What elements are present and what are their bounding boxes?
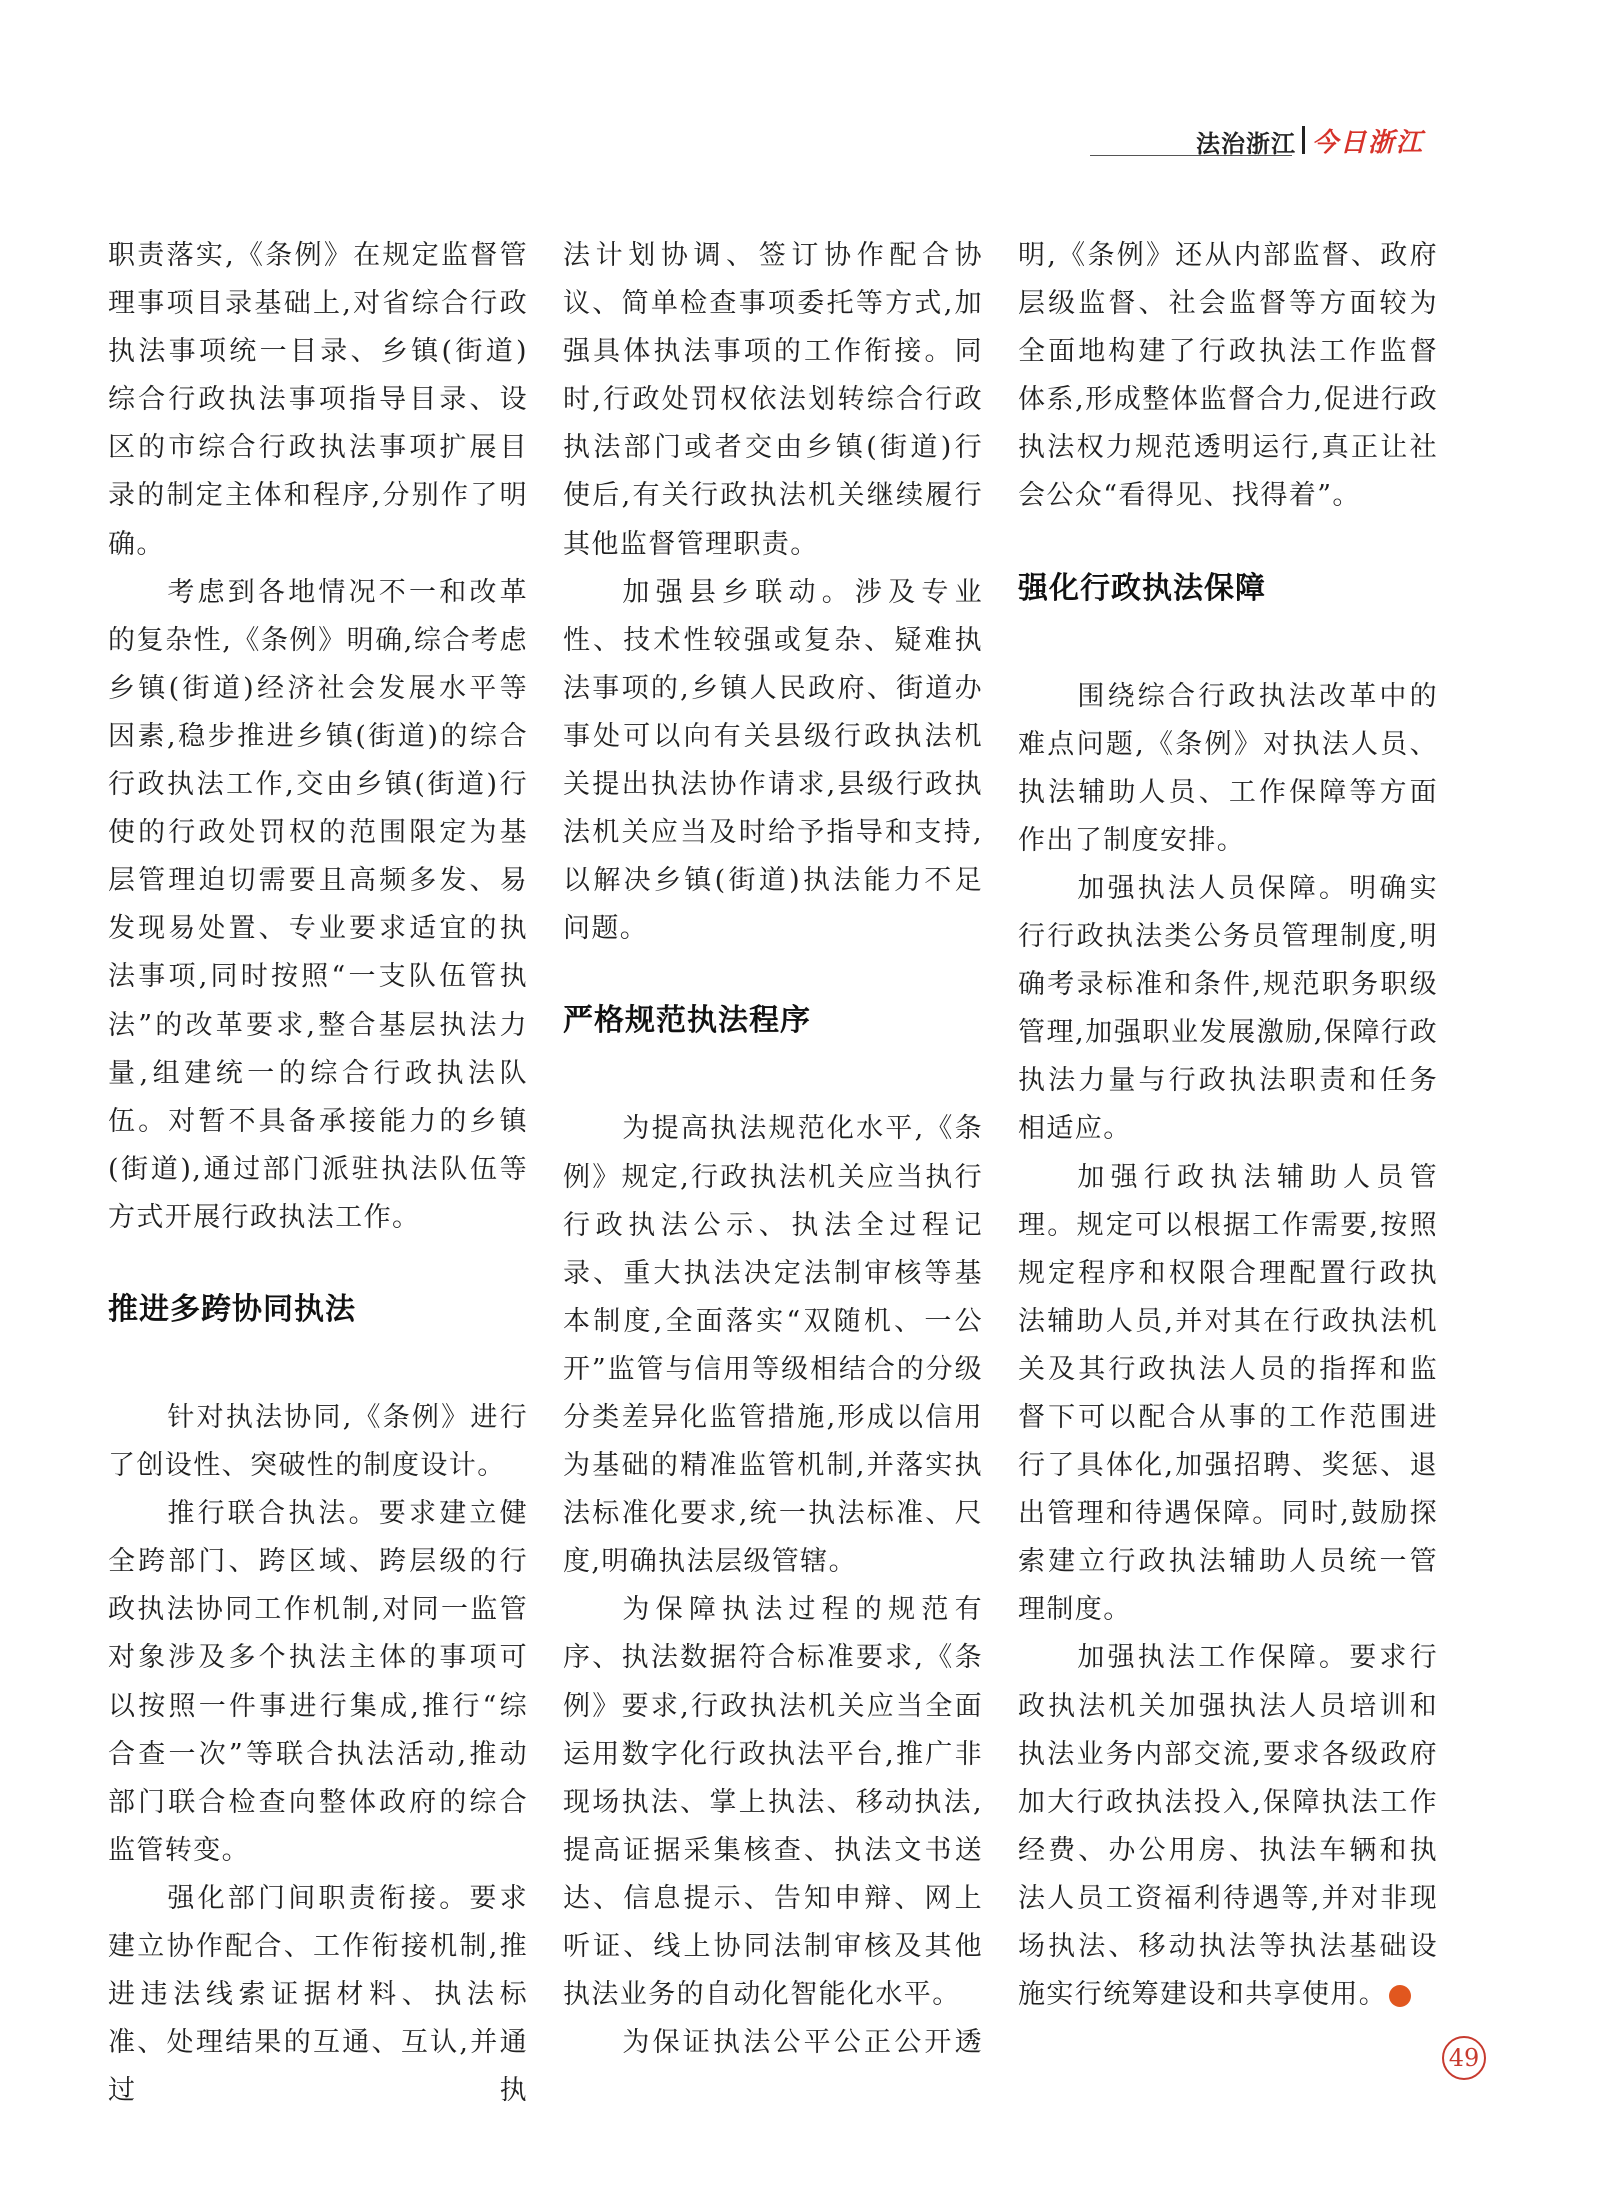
paragraph: 加强执法人员保障。明确实行行政执法类公务员管理制度,明确考录标准和条件,规范职务职级管理,加强职业发展激励,保障行政执法力量与行政执法职责和任务相适应。 — [1018, 872, 1438, 1145]
section-heading: 推进多跨协同执法 — [108, 1291, 356, 1327]
end-mark-icon — [1389, 1985, 1411, 2007]
section-heading: 强化行政执法保障 — [1018, 570, 1266, 606]
paragraph — [1018, 1634, 1438, 2019]
paragraph: 职责落实,《条例》在规定监督管理事项目录基础上,对省综合行政执法事项统一目录、乡镇(街道)综合行政执法事项指导目录、设区的市综合行政执法事项扩展目录的制定主体和程序,分别作了明确。 — [108, 240, 528, 560]
column-2 — [563, 232, 983, 2067]
page-number: 49 — [1442, 2036, 1486, 2080]
paragraph: 法计划协调、签订协作配合协议、简单检查事项委托等方式,加强具体执法事项的工作衔接。同时,行政处罚权依法划转综合行政执法部门或者交由乡镇(街道)行使后,有关行政执法机关继续履行其他监督管理职责。 — [563, 240, 983, 560]
paragraph: 加强县乡联动。涉及专业性、技术性较强或复杂、疑难执法事项的,乡镇人民政府、街道办事处可以向有关县级行政执法机关提出执法协作请求,县级行政执法机关应当及时给予指导和支持,以解决乡镇(街道)执法能力不足问题。 — [563, 576, 983, 945]
section-heading: 严格规范执法程序 — [563, 1003, 811, 1039]
running-header — [1090, 122, 1450, 162]
paragraph-text: 加强执法工作保障。要求行政执法机关加强执法人员培训和执法业务内部交流,要求各级政府加大行政执法投入,保障执法工作经费、办公用房、执法车辆和执法人员工资福利待遇等,并对非现场执法、移动执法等执法基础设施实行统筹建设和共享使用。 — [1018, 1642, 1438, 2011]
paragraph: 加强行政执法辅助人员管理。规定可以根据工作需要,按照规定程序和权限合理配置行政执法辅助人员,并对其在行政执法机关及其行政执法人员的指挥和监督下可以配合从事的工作范围进行了具体化,加强招聘、奖惩、退出管理和待遇保障。同时,鼓励探索建立行政执法辅助人员统一管理制度。 — [1018, 1161, 1438, 1626]
paragraph: 为提高执法规范化水平,《条例》规定,行政执法机关应当执行行政执法公示、执法全过程记录、重大执法决定法制审核等基本制度,全面落实“双随机、一公开”监管与信用等级相结合的分级分类差异化监管措施,形成以信用为基础的精准监管机制,并落实执法标准化要求,统一执法标准、尺度,明确执法层级管辖。 — [563, 1113, 983, 1578]
paragraph: 为保障执法过程的规范有序、执法数据符合标准要求,《条例》要求,行政执法机关应当全面运用数字化行政执法平台,推广非现场执法、掌上执法、移动执法,提高证据采集核查、执法文书送达、信息提示、告知申辩、网上听证、线上协同法制审核及其他执法业务的自动化智能化水平。 — [563, 1594, 983, 2011]
magazine-logo: 今日浙江 — [1312, 128, 1425, 158]
paragraph: 明,《条例》还从内部监督、政府层级监督、社会监督等方面较为全面地构建了行政执法工作监督体系,形成整体监督合力,促进行政执法权力规范透明运行,真正让社会公众“看得见、找得着”。 — [1018, 240, 1438, 512]
column-3 — [1018, 232, 1438, 2019]
header-divider — [1302, 126, 1305, 154]
paragraph: 围绕综合行政执法改革中的难点问题,《条例》对执法人员、执法辅助人员、工作保障等方面作出了制度安排。 — [1018, 680, 1438, 856]
paragraph: 针对执法协同,《条例》进行了创设性、突破性的制度设计。 — [108, 1401, 528, 1482]
paragraph: 推行联合执法。要求建立健全跨部门、跨区域、跨层级的行政执法协同工作机制,对同一监管对象涉及多个执法主体的事项可以按照一件事进行集成,推行“综合查一次”等联合执法活动,推动部门联合检查向整体政府的综合监管转变。 — [108, 1498, 528, 1866]
paragraph: 强化部门间职责衔接。要求建立协作配合、工作衔接机制,推进违法线索证据材料、执法标准、处理结果的互通、互认,并通过执 — [108, 1882, 528, 2107]
column-1 — [108, 232, 528, 2115]
paragraph: 考虑到各地情况不一和改革的复杂性,《条例》明确,综合考虑乡镇(街道)经济社会发展水平等因素,稳步推进乡镇(街道)的综合行政执法工作,交由乡镇(街道)行使的行政处罚权的范围限定为基层管理迫切需要且高频多发、易发现易处置、专业要求适宜的执法事项,同时按照“一支队伍管执法”的改革要求,整合基层执法力量,组建统一的综合行政执法队伍。对暂不具备承接能力的乡镇(街道),通过部门派驻执法队伍等方式开展行政执法工作。 — [108, 576, 528, 1233]
section-title: 法治浙江 — [1196, 130, 1296, 158]
paragraph: 为保证执法公平公正公开透 — [622, 2027, 983, 2059]
